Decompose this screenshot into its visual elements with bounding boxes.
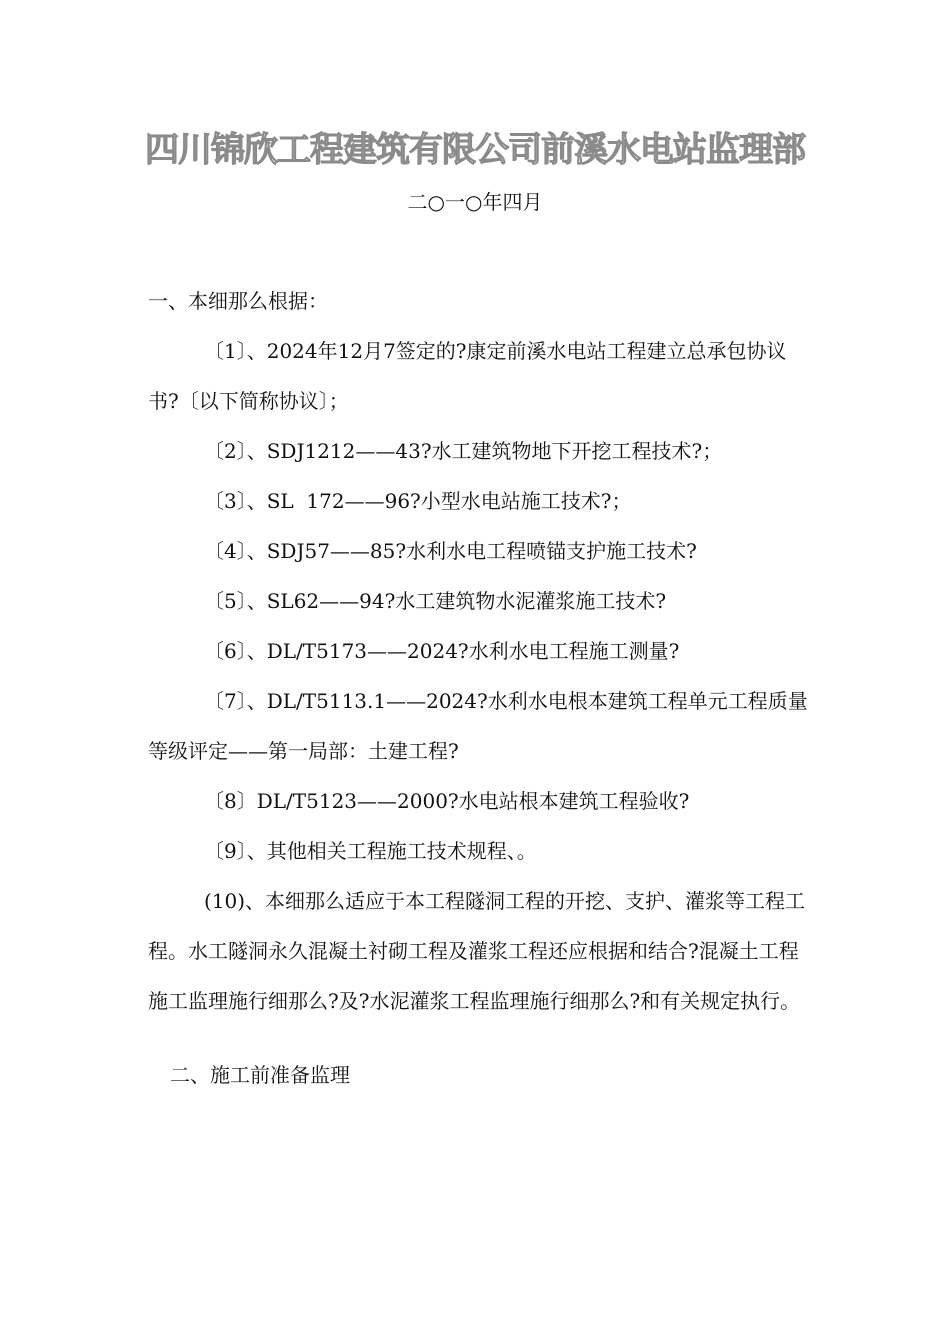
basis-item-3: 〔3〕、SL 172——96?小型水电站施工技术?； — [204, 489, 632, 513]
basis-item-6: 〔6〕、DL/T5173——2024?水利水电工程施工测量? — [204, 639, 680, 663]
document-body — [148, 276, 808, 1100]
section-2-heading: 二、施工前准备监理 — [170, 1063, 350, 1087]
basis-item-2: 〔2〕、SDJ1212——43?水工建筑物地下开挖工程技术?； — [204, 439, 723, 463]
document-date: 二○一○年四月 — [407, 190, 543, 214]
basis-item-8: 〔8〕DL/T5123——2000?水电站根本建筑工程验收? — [204, 789, 690, 813]
basis-item-9: 〔9〕、其他相关工程施工技术规程、。 — [204, 839, 537, 863]
section-1-heading: 一、本细那么根据： — [148, 289, 328, 313]
basis-item-7: 〔7〕、DL/T5113.1——2024?水利水电根本建筑工程单元工程质量等级评定——第一局部：土建工程? — [148, 689, 808, 763]
basis-item-5: 〔5〕、SL62——94?水工建筑物水泥灌浆施工技术? — [204, 589, 667, 613]
basis-item-4: 〔4〕、SDJ57——85?水利水电工程喷锚支护施工技术? — [204, 539, 697, 563]
basis-item-10: (10)、本细那么适应于本工程隧洞工程的开挖、支护、灌浆等工程工程。水工隧洞永久混凝土衬砌工程及灌浆工程还应根据和结合?混凝土工程施工监理施行细那么?及?水泥灌浆工程监理施行细那么?和有关规定执行。 — [148, 889, 806, 1013]
section-gap — [148, 1026, 808, 1050]
basis-item-1: 〔1〕、2024年12月7签定的?康定前溪水电站工程建立总承包协议书?〔以下简称协议〕； — [148, 339, 787, 413]
organization-title: 四川锦欣工程建筑有限公司前溪水电站监理部 — [145, 130, 805, 170]
